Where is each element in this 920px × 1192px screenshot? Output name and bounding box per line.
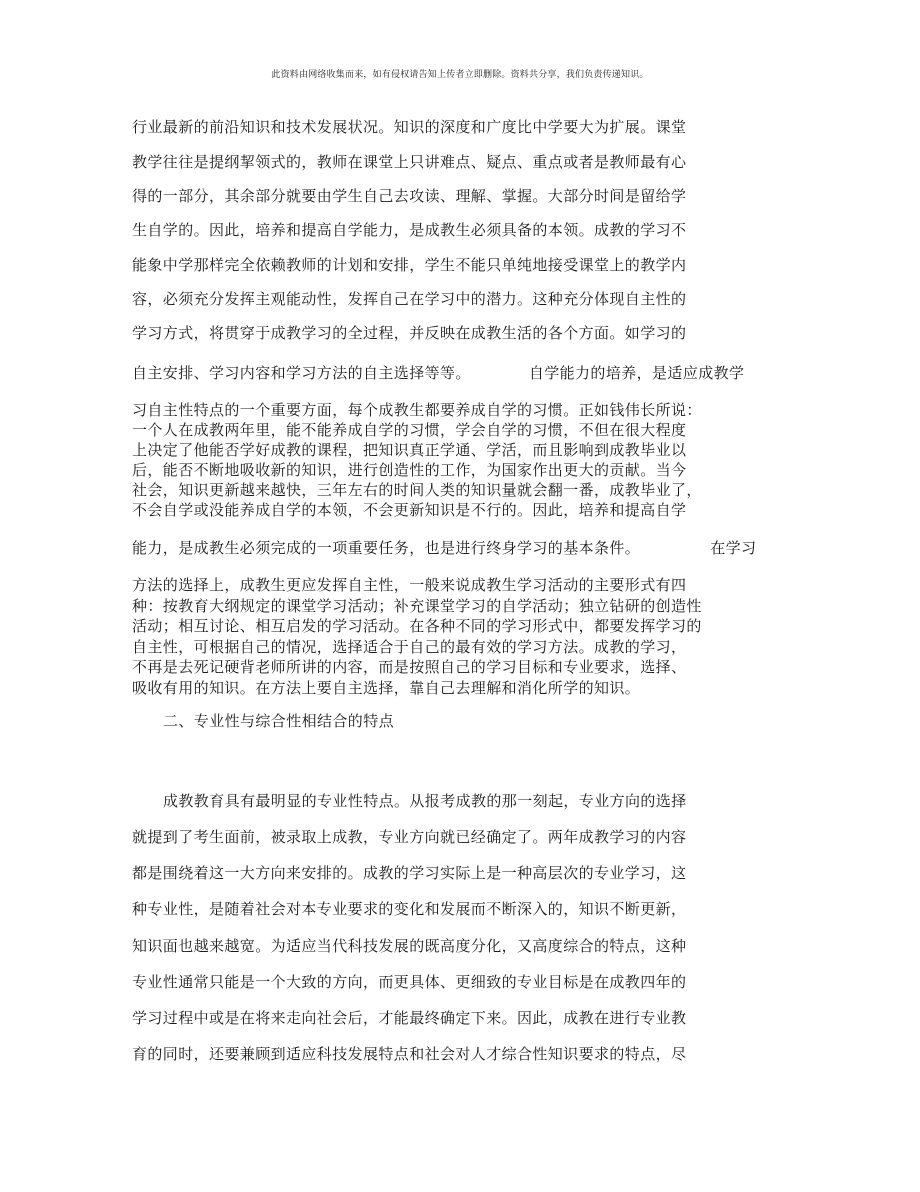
text-line: 活动；相互讨论、相互启发的学习活动。在各种不同的学习形式中，都要发挥学习的 bbox=[132, 617, 702, 635]
text-line: 自主性，可根据自己的情况，选择适合于自己的最有效的学习方法。成教的学习， bbox=[132, 638, 687, 656]
text-line: 后，能否不断地吸收新的知识，进行创造性的工作，为国家作出更大的贡献。当今 bbox=[132, 461, 687, 479]
text-line: 学习过程中或是在将来走向社会后，才能最终确定下来。因此，成教在进行专业教 bbox=[132, 1009, 687, 1027]
text-line: 方法的选择上，成教生更应发挥自主性，一般来说成教生学习活动的主要形式有四 bbox=[132, 576, 687, 594]
text-line: 都是围绕着这一大方向来安排的。成教的学习实际上是一种高层次的专业学习，这 bbox=[132, 864, 687, 882]
text-segment: 自学能力的培养，是适应成教学 bbox=[528, 364, 745, 382]
text-line: 生自学的。因此，培养和提高自学能力，是成教生必须具备的本领。成教的学习不 bbox=[132, 221, 687, 239]
source-disclaimer: 此资料由网络收集而来，如有侵权请告知上传者立即删除。资料共分享，我们负责传递知识。 bbox=[271, 70, 649, 80]
text-line: 社会，知识更新越来越快，三年左右的时间人类的知识量就会翻一番，成教毕业了， bbox=[132, 481, 702, 499]
text-line: 上决定了他能否学好成教的课程，把知识真正学通、学活，而且影响到成教毕业以 bbox=[132, 441, 687, 459]
text-line: 不会自学或没能养成自学的本领，不会更新知识是不行的。因此，培养和提高自学 bbox=[132, 501, 687, 519]
text-line: 教学往往是提纲挈领式的，教师在课堂上只讲难点、疑点、重点或者是教师最有心 bbox=[132, 153, 687, 171]
text-line: 能象中学那样完全依赖教师的计划和安排，学生不能只单纯地接受课堂上的教学内 bbox=[132, 256, 687, 274]
text-line: 成教教育具有最明显的专业性特点。从报考成教的那一刻起，专业方向的选择 bbox=[163, 792, 687, 810]
text-line: 知识面也越来越宽。为适应当代科技发展的既高度分化，又高度综合的特点，这种 bbox=[132, 937, 687, 955]
text-line: 学习方式，将贯穿于成教学习的全过程，并反映在成教生活的各个方面。如学习的 bbox=[132, 324, 687, 342]
text-line: 行业最新的前沿知识和技术发展状况。知识的深度和广度比中学要大为扩展。课堂 bbox=[132, 118, 687, 136]
text-line bbox=[132, 364, 744, 382]
text-segment: 自主安排、学习内容和学习方法的自主选择等等。 bbox=[132, 364, 471, 382]
text-line: 得的一部分，其余部分就要由学生自己去攻读、理解、掌握。大部分时间是留给学 bbox=[132, 187, 687, 205]
text-line: 吸收有用的知识。在方法上要自主选择，靠自己去理解和消化所学的知识。 bbox=[132, 679, 641, 697]
text-line: 习自主性特点的一个重要方面，每个成教生都要养成自学的习惯。正如钱伟长所说： bbox=[132, 401, 702, 419]
text-line: 专业性通常只能是一个大致的方向，而更具体、更细致的专业目标是在成教四年的 bbox=[132, 973, 687, 991]
text-line: 就提到了考生面前，被录取上成教，专业方向就已经确定了。两年成教学习的内容 bbox=[132, 828, 687, 846]
text-line: 种专业性，是随着社会对本专业要求的变化和发展而不断深入的，知识不断更新， bbox=[132, 900, 687, 918]
text-segment: 能力，是成教生必须完成的一项重要任务，也是进行终身学习的基本条件。 bbox=[132, 539, 641, 557]
text-line bbox=[132, 539, 756, 557]
text-line: 育的同时，还要兼顾到适应科技发展特点和社会对人才综合性知识要求的特点，尽 bbox=[132, 1045, 687, 1063]
text-line: 一个人在成教两年里，能不能养成自学的习惯，学会自学的习惯，不但在很大程度 bbox=[132, 421, 687, 439]
text-line: 种：按教育大纲规定的课堂学习活动；补充课堂学习的自学活动；独立钻研的创造性 bbox=[132, 597, 702, 615]
text-line: 不再是去死记硬背老师所讲的内容，而是按照自己的学习目标和专业要求，选择、 bbox=[132, 658, 687, 676]
text-segment: 在学习 bbox=[710, 539, 757, 557]
section-heading: 二、专业性与综合性相结合的特点 bbox=[163, 712, 395, 730]
text-line: 容，必须充分发挥主观能动性，发挥自己在学习中的潜力。这种充分体现自主性的 bbox=[132, 290, 687, 308]
